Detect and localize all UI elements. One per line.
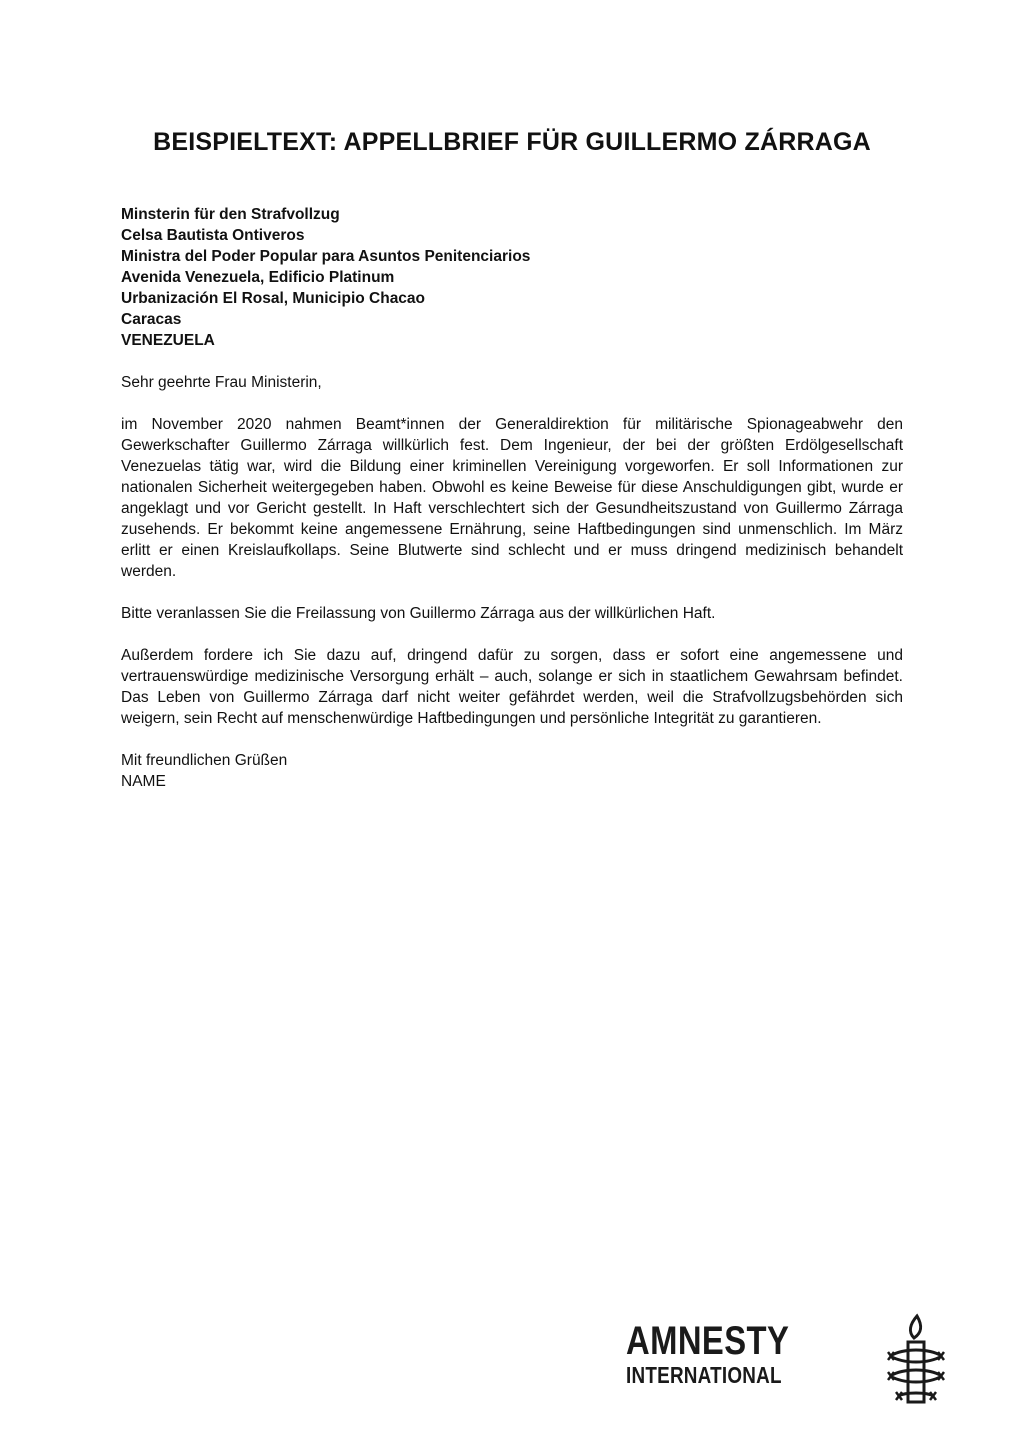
salutation: Sehr geehrte Frau Ministerin, [121, 374, 322, 391]
address-line: Avenida Venezuela, Edificio Platinum [121, 269, 395, 286]
address-line: Caracas [121, 311, 182, 328]
address-line: Minsterin für den Strafvollzug [121, 206, 340, 223]
address-line: VENEZUELA [121, 332, 215, 349]
page-title: BEISPIELTEXT: APPELLBRIEF FÜR GUILLERMO ZÁRRAGA [153, 128, 871, 156]
recipient-address [121, 204, 903, 351]
address-line: Ministra del Poder Popular para Asuntos Penitenciarios [121, 248, 531, 265]
candle-barbed-wire-icon [884, 1312, 948, 1408]
paragraph: Außerdem fordere ich Sie dazu auf, dringend dafür zu sorgen, dass er sofort eine angemessene und vertrauenswürdige medizinische Versorgung erhält – auch, solange er sich in staatlichem Gewahrsam befindet. Das Leben von Guillermo Zárraga darf nicht weiter gefährdet werden, weil die Strafvollzugsbehörden sich weigern, sein Recht auf menschenwürdige Haftbedingungen und persönliche Integrität zu garantieren. [121, 647, 903, 727]
signature: NAME [121, 773, 166, 790]
logo-line-amnesty: AMNESTY [626, 1319, 790, 1363]
paragraph: Bitte veranlassen Sie die Freilassung von Guillermo Zárraga aus der willkürlichen Haft. [121, 605, 716, 622]
address-line: Celsa Bautista Ontiveros [121, 227, 305, 244]
closing: Mit freundlichen Grüßen [121, 752, 288, 769]
amnesty-logo [626, 1320, 956, 1410]
paragraph: im November 2020 nahmen Beamt*innen der Generaldirektion für militärische Spionageabwehr den Gewerkschafter Guillermo Zárraga willkürlich fest. Dem Ingenieur, der bei der größten Erdölgesellschaft Venezuelas tätig war, wird die Bildung einer kriminellen Vereinigung vorgeworfen. Er soll Informationen zur nationalen Sicherheit weitergegeben haben. Obwohl es keine Beweise für diese Anschuldigungen gibt, wurde er angeklagt und vor Gericht gestellt. In Haft verschlechtert sich der Gesundheitszustand von Guillermo Zárraga zusehends. Er bekommt keine angemessene Ernährung, seine Haftbedingungen sind unmenschlich. Im März erlitt er einen Kreislaufkollaps. Seine Blutwerte sind schlecht und er muss dringend medizinisch behandelt werden. [121, 416, 903, 580]
logo-wordmark [626, 1320, 825, 1388]
logo-line-international: INTERNATIONAL [626, 1362, 782, 1388]
letter-body [121, 204, 903, 792]
address-line: Urbanización El Rosal, Municipio Chacao [121, 290, 426, 307]
